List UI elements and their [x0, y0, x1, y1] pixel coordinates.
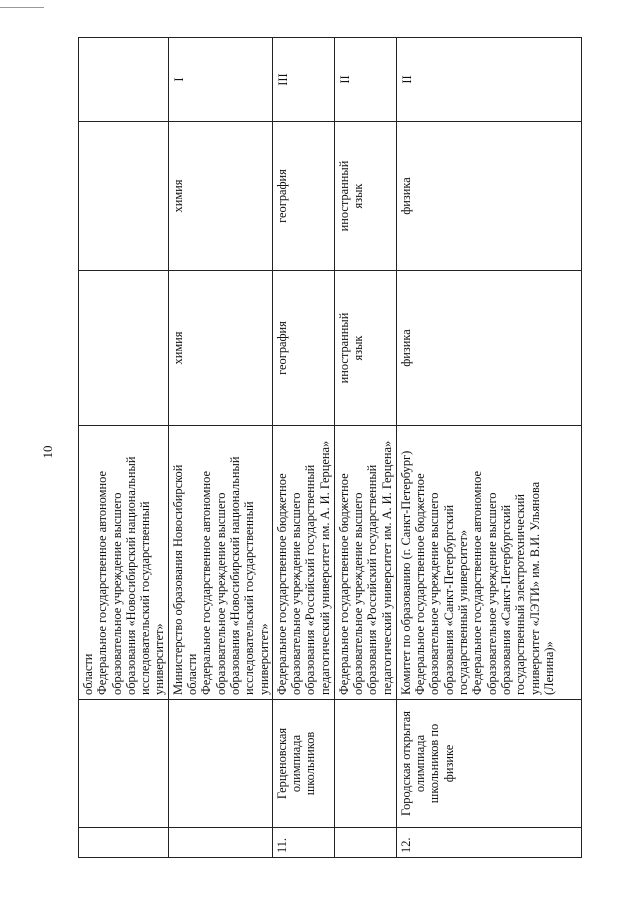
organizer-line: образования «Российский государственный	[365, 464, 380, 695]
olympiad-name-line: физике	[441, 744, 456, 783]
organizer-line: государственный электротехнический	[513, 494, 528, 695]
rotated-page-content	[78, 38, 582, 858]
organizer-line: образовательное учреждение высшего	[484, 492, 499, 695]
organizer-line: области	[185, 653, 200, 695]
subject-line: география	[274, 169, 289, 223]
row-number-cell	[79, 828, 169, 858]
olympiad-name-line: олимпиада	[289, 734, 304, 793]
organizer-line: педагогический университет им. А. И. Герцена»	[317, 440, 332, 695]
olympiad-name-cell	[168, 700, 272, 828]
organizer-line: образования «Санкт-Петербургский	[498, 504, 513, 695]
level-cell: II	[396, 38, 581, 122]
table-row	[272, 38, 334, 858]
organizer-line: Федеральное государственное бюджетное	[274, 473, 289, 695]
profile-line: химия	[170, 331, 185, 365]
organizer-line: Федеральное государственное бюджетное	[336, 473, 351, 695]
profile-line: иностранный	[336, 312, 351, 384]
profile-cell	[396, 271, 581, 426]
organizer-line: образовательное учреждение высшего	[109, 492, 124, 695]
organizers-cell	[168, 426, 272, 700]
level-cell	[79, 38, 169, 122]
level-cell: II	[334, 38, 396, 122]
profile-line: язык	[351, 335, 366, 361]
olympiad-name-cell	[272, 700, 334, 828]
page-number: 10	[40, 445, 55, 459]
table-row	[79, 38, 169, 858]
subject-line: язык	[351, 183, 366, 209]
olympiad-name-line: олимпиада	[413, 734, 428, 793]
organizer-line: образования «Российский государственный	[303, 464, 318, 695]
olympiad-name-line: Городская открытая	[398, 711, 413, 816]
organizer-line: Федеральное государственное автономное	[470, 471, 485, 695]
olympiad-name-cell	[79, 700, 169, 828]
organizer-line: образования «Санкт-Петербургский	[441, 504, 456, 695]
organizer-line: университет»	[256, 623, 271, 695]
organizer-line: образовательное учреждение высшего	[351, 492, 366, 695]
organizers-cell	[272, 426, 334, 700]
level-cell: I	[168, 38, 272, 122]
profile-cell	[168, 271, 272, 426]
organizer-line: образовательное учреждение высшего	[427, 492, 442, 695]
olympiad-table	[78, 37, 582, 858]
table-row	[168, 38, 272, 858]
scan-top-mark	[0, 7, 44, 8]
organizer-line: образовательное учреждение высшего	[213, 492, 228, 695]
organizers-cell	[334, 426, 396, 700]
row-number-cell: 11.	[272, 828, 334, 858]
subject-cell	[396, 122, 581, 271]
subject-cell	[272, 122, 334, 271]
organizer-line: Федеральное государственное автономное	[95, 471, 110, 695]
subject-cell	[79, 122, 169, 271]
organizer-line: Федеральное государственное бюджетное	[413, 473, 428, 695]
row-number-cell	[334, 828, 396, 858]
organizer-line: (Ленина)»	[541, 641, 556, 695]
profile-cell	[334, 271, 396, 426]
profile-cell	[272, 271, 334, 426]
organizer-line: Министерство образования Новосибирской	[170, 464, 185, 695]
organizer-line: Комитет по образованию (г. Санкт-Петербург)	[398, 450, 413, 695]
organizer-line: педагогический университет им. А. И. Герцена»	[379, 440, 394, 695]
profile-line: физика	[398, 329, 413, 367]
organizer-line: области	[81, 653, 95, 695]
olympiad-name-line: Герценовская	[274, 727, 289, 800]
organizer-line: государственный университет»	[456, 529, 471, 695]
olympiad-name-cell	[396, 700, 581, 828]
subject-cell	[334, 122, 396, 271]
table-row	[334, 38, 396, 858]
subject-line: иностранный	[336, 160, 351, 232]
organizer-line: образовательное учреждение высшего	[289, 492, 304, 695]
organizer-line: образования «Новосибирский национальный	[227, 456, 242, 695]
olympiad-name-line: школьников по	[427, 723, 442, 804]
subject-line: физика	[398, 177, 413, 215]
subject-cell	[168, 122, 272, 271]
organizers-cell	[396, 426, 581, 700]
organizer-line: исследовательский государственный	[138, 501, 153, 695]
olympiad-name-line: школьников	[303, 731, 318, 796]
table-row	[396, 38, 581, 858]
organizer-line: образования «Новосибирский национальный	[123, 456, 138, 695]
row-number-cell: 12.	[396, 828, 581, 858]
profile-line: география	[274, 321, 289, 375]
row-number-cell	[168, 828, 272, 858]
organizers-cell	[79, 426, 169, 700]
organizer-line: университет «ЛЭТИ» им. В.И. Ульянова	[527, 481, 542, 695]
olympiad-name-cell	[334, 700, 396, 828]
organizer-line: Федеральное государственное автономное	[199, 471, 214, 695]
subject-line: химия	[170, 179, 185, 213]
organizer-line: университет»	[152, 623, 167, 695]
profile-cell	[79, 271, 169, 426]
organizer-line: исследовательский государственный	[242, 501, 257, 695]
level-cell: III	[272, 38, 334, 122]
